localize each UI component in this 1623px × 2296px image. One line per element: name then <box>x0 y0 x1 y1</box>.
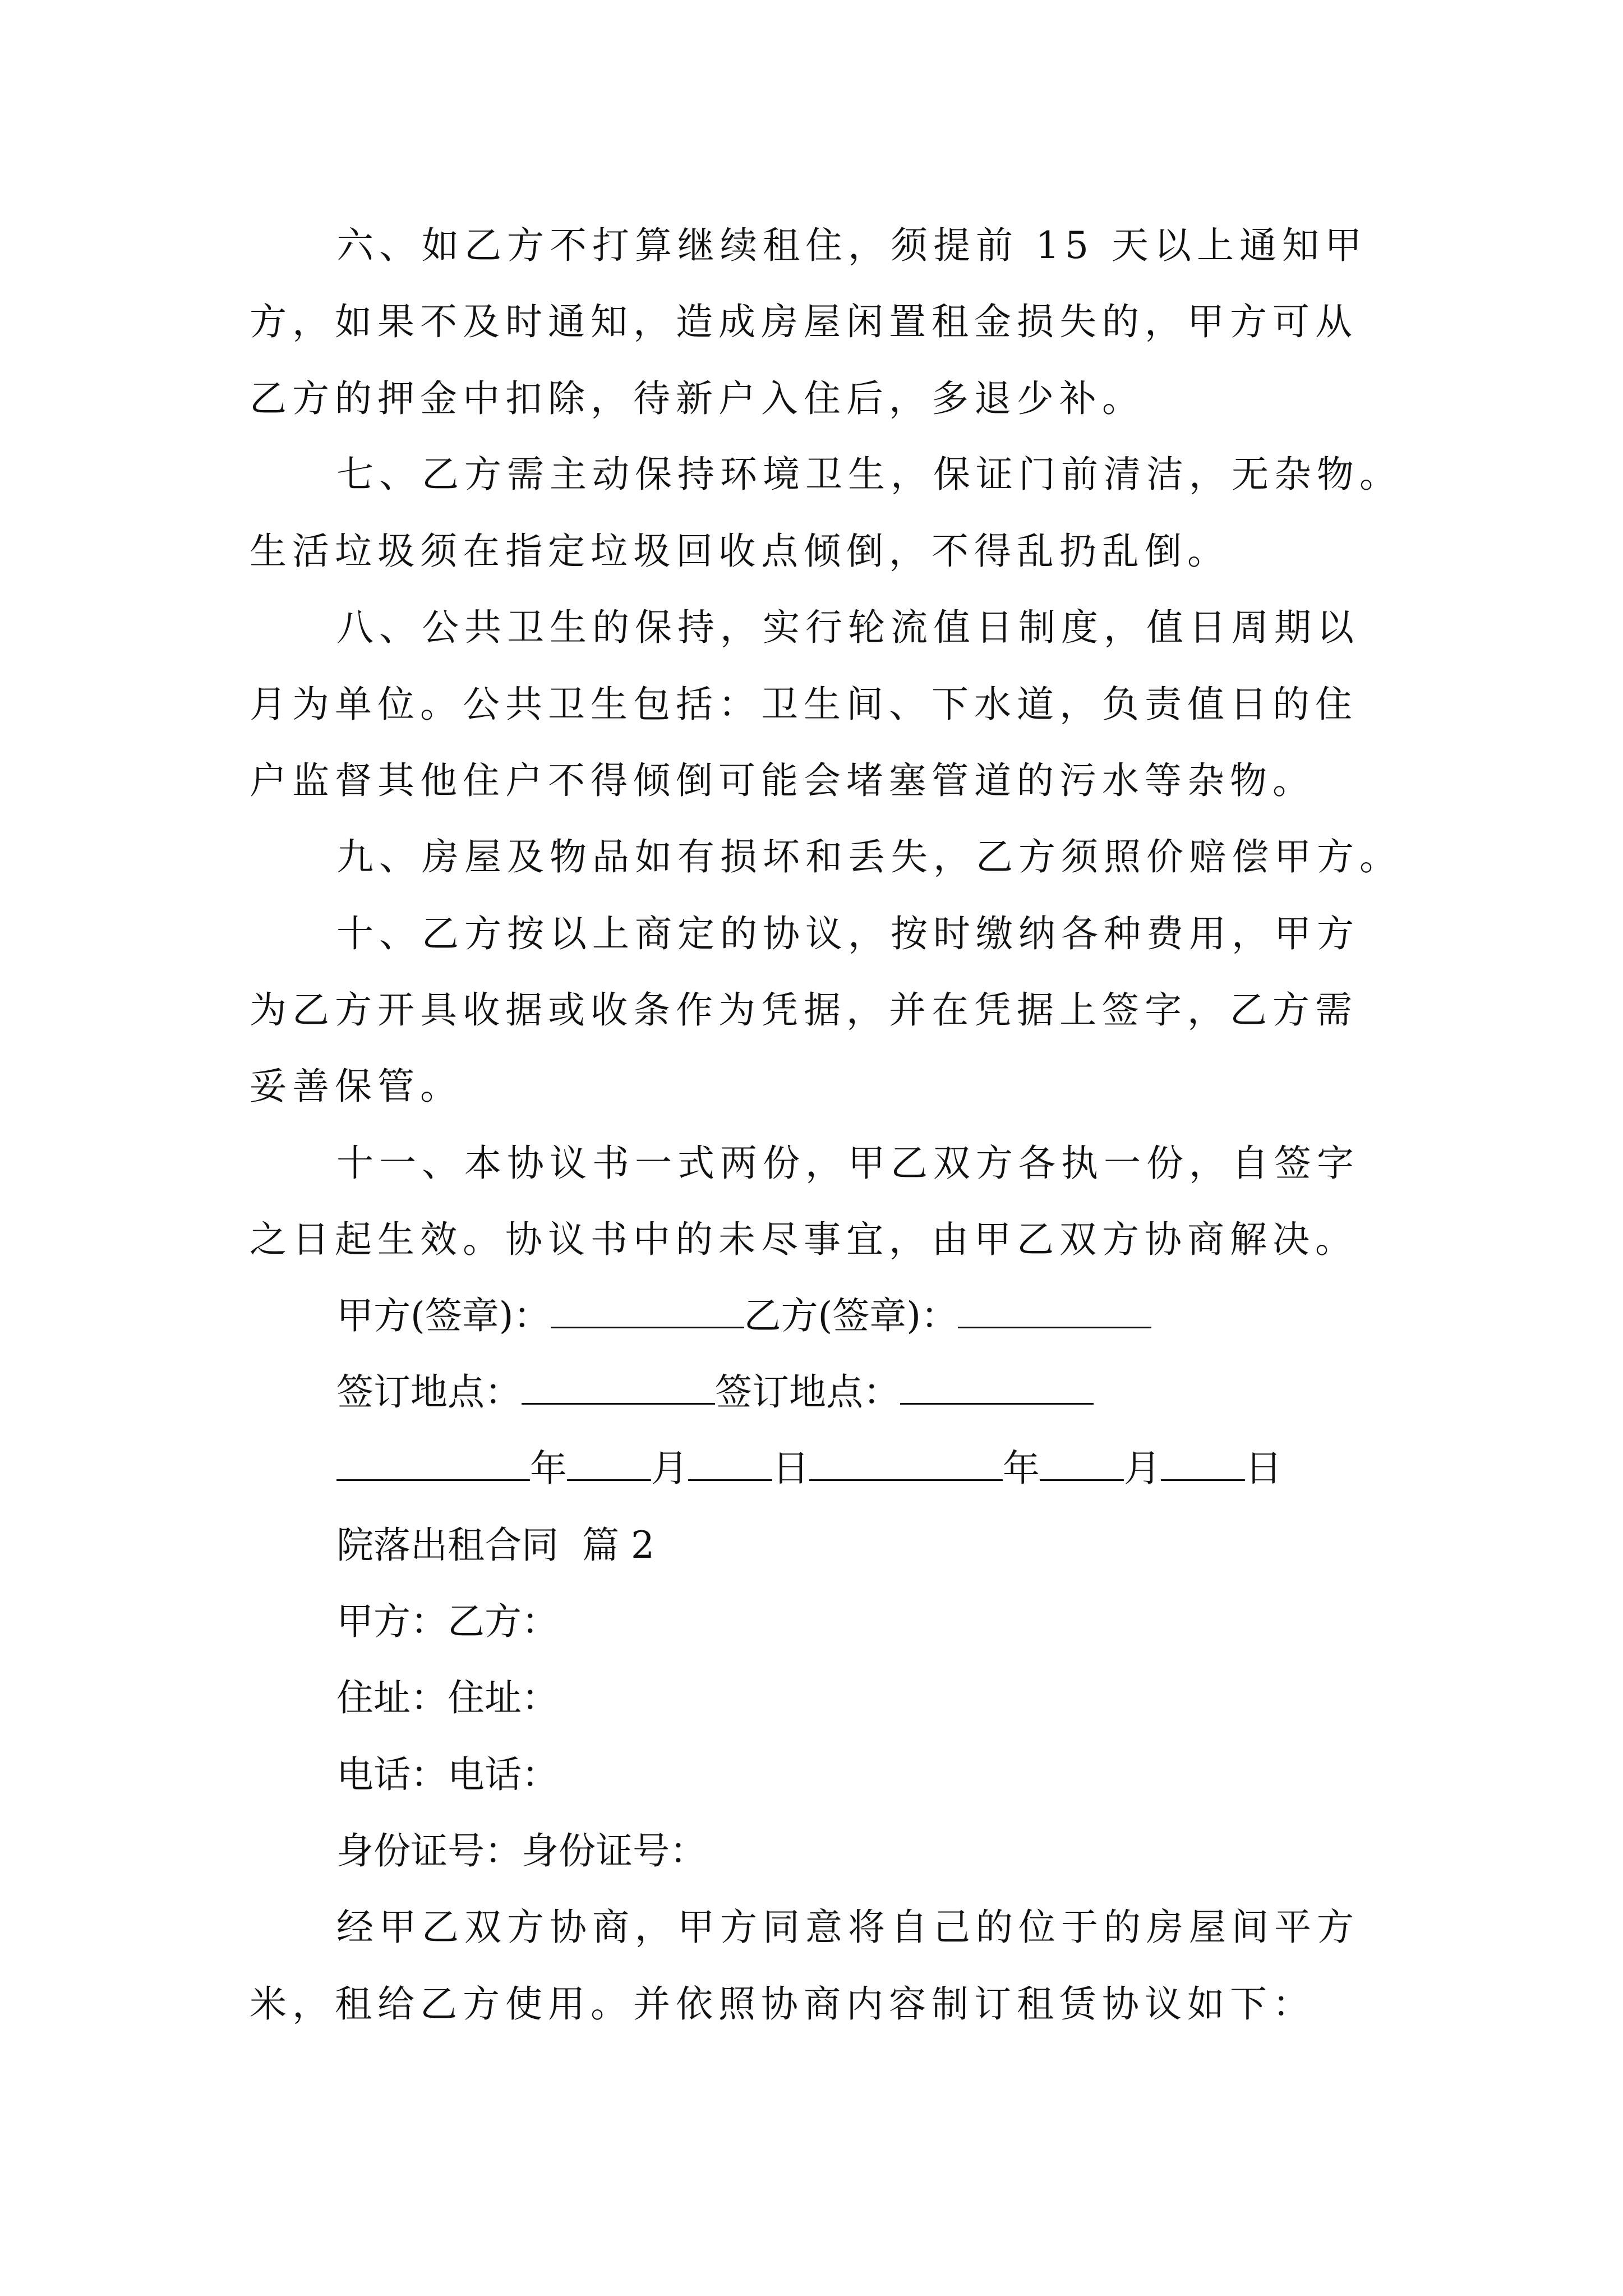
section-2-address: 住址：住址： <box>336 1676 559 1719</box>
clause-8-line-1: 八、公共卫生的保持，实行轮流值日制度，值日周期以 <box>336 606 1359 649</box>
clause-11-line-1: 十一、本协议书一式两份，甲乙双方各执一份，自签字 <box>336 1142 1359 1185</box>
clause-7-line-2: 生活垃圾须在指定垃圾回收点倾倒，不得乱扔乱倒。 <box>250 530 1230 573</box>
date-a-month-label: 月 <box>651 1447 688 1490</box>
section-2-intro-line-2: 米，租给乙方使用。并依照协商内容制订租赁协议如下： <box>250 1982 1315 2026</box>
date-b-day-label: 日 <box>1245 1447 1282 1490</box>
signing-place-a-label: 签订地点： <box>336 1370 522 1414</box>
date-b-day-blank <box>1161 1446 1245 1481</box>
clause-10-line-3: 妥善保管。 <box>250 1065 463 1108</box>
signing-place-b-label: 签订地点： <box>715 1370 900 1414</box>
clause-11-line-2: 之日起生效。协议书中的未尽事宜，由甲乙双方协商解决。 <box>250 1218 1358 1261</box>
clause-6-line-3: 乙方的押金中扣除，待新户入住后，多退少补。 <box>250 377 1145 420</box>
clause-6-line-2: 方，如果不及时通知，造成房屋闲置租金损失的，甲方可从 <box>250 300 1358 343</box>
clause-10-line-2: 为乙方开具收据或收条作为凭据，并在凭据上签字，乙方需 <box>250 988 1358 1032</box>
date-a-month-blank <box>567 1446 651 1481</box>
section-2-id-number: 身份证号：身份证号： <box>336 1829 707 1872</box>
date-a-day-label: 日 <box>772 1447 809 1490</box>
section-2-title: 院落出租合同 篇 2 <box>336 1524 654 1567</box>
signing-place-b-blank <box>900 1369 1094 1405</box>
clause-10-line-1: 十、乙方按以上商定的协议，按时缴纳各种费用，甲方 <box>336 912 1359 955</box>
clause-9-line-1: 九、房屋及物品如有损坏和丢失，乙方须照价赔偿甲方。 <box>336 835 1402 878</box>
date-a-day-blank <box>688 1446 772 1481</box>
party-a-sign-blank <box>551 1293 744 1328</box>
date-b-month-label: 月 <box>1124 1447 1161 1490</box>
party-b-sign-label: 乙方(签章)： <box>744 1294 958 1337</box>
signing-place-a-blank <box>522 1369 715 1405</box>
party-b-sign-blank <box>958 1293 1151 1328</box>
section-2-parties: 甲方：乙方： <box>336 1600 559 1643</box>
section-2-intro-line-1: 经甲乙双方协商，甲方同意将自己的位于的房屋间平方 <box>336 1906 1359 1949</box>
clause-8-line-3: 户监督其他住户不得倾倒可能会堵塞管道的污水等杂物。 <box>250 759 1315 802</box>
date-a-year-blank <box>336 1446 530 1481</box>
signature-row <box>0 1290 1623 1342</box>
clause-8-line-2: 月为单位。公共卫生包括：卫生间、下水道，负责值日的住 <box>250 683 1358 726</box>
clause-6-line-1: 六、如乙方不打算继续租住，须提前 15 天以上通知甲 <box>336 224 1367 267</box>
clause-7-line-1: 七、乙方需主动保持环境卫生，保证门前清洁，无杂物。 <box>336 453 1402 496</box>
signing-place-row <box>0 1366 1623 1418</box>
date-a-year-label: 年 <box>530 1447 567 1490</box>
signing-date-row <box>0 1443 1623 1494</box>
party-a-sign-label: 甲方(签章)： <box>336 1294 551 1337</box>
section-2-phone: 电话：电话： <box>336 1753 559 1796</box>
date-b-year-blank <box>809 1446 1003 1481</box>
date-b-month-blank <box>1040 1446 1124 1481</box>
date-b-year-label: 年 <box>1003 1447 1040 1490</box>
